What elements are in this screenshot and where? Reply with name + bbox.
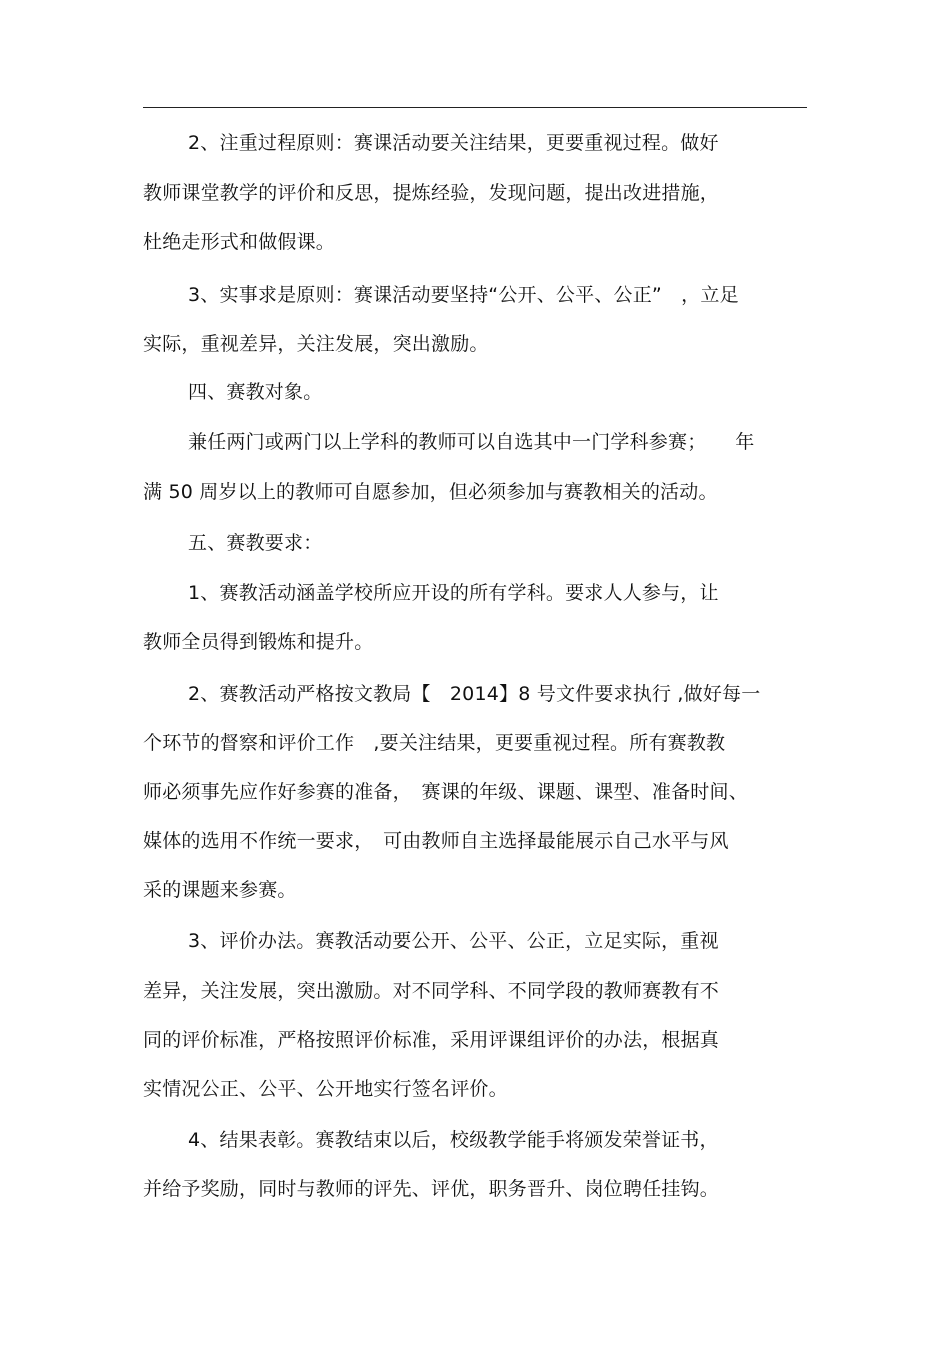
text-line: 并给予奖励，同时与教师的评先、评优，职务晋升、岗位聘任挂钩。	[143, 1178, 720, 1200]
text-line: 差异，关注发展，突出激励。对不同学科、不同学段的教师赛教有不	[143, 980, 720, 1002]
text-line: 同的评价标准，严格按照评价标准，采用评课组评价的办法，根据真	[143, 1029, 720, 1051]
text-line: 满 50 周岁以上的教师可自愿参加，但必须参加与赛教相关的活动。	[143, 481, 718, 503]
text-line: 媒体的选用不作统一要求， 可由教师自主选择最能展示自己水平与风	[143, 830, 729, 852]
text-line: 兼任两门或两门以上学科的教师可以自选其中一门学科参赛； 年	[188, 431, 755, 453]
text-line: 采的课题来参赛。	[143, 879, 297, 901]
text-line: 3、实事求是原则：赛课活动要坚持“公开、公平、公正” ，立足	[188, 284, 739, 306]
text-line: 教师课堂教学的评价和反思，提炼经验，发现问题，提出改进措施，	[143, 182, 720, 204]
section-heading: 四、赛教对象。	[188, 381, 323, 403]
text-line: 教师全员得到锻炼和提升。	[143, 631, 374, 653]
header-rule	[143, 107, 807, 108]
text-line: 2、赛教活动严格按文教局【 2014】8 号文件要求执行 ,做好每一	[188, 683, 761, 705]
text-line: 实情况公正、公平、公开地实行签名评价。	[143, 1078, 508, 1100]
text-line: 杜绝走形式和做假课。	[143, 231, 336, 253]
text-line: 师必须事先应作好参赛的准备， 赛课的年级、课题、课型、准备时间、	[143, 781, 748, 803]
text-line: 个环节的督察和评价工作 ,要关注结果，更要重视过程。所有赛教教	[143, 732, 726, 754]
text-line: 1、赛教活动涵盖学校所应开设的所有学科。要求人人参与，让	[188, 582, 719, 604]
text-line: 4、结果表彰。赛教结束以后，校级教学能手将颁发荣誉证书，	[188, 1129, 719, 1151]
text-line: 2、注重过程原则：赛课活动要关注结果，更要重视过程。做好	[188, 132, 719, 154]
text-line: 3、评价办法。赛教活动要公开、公平、公正，立足实际，重视	[188, 930, 719, 952]
section-heading: 五、赛教要求：	[188, 532, 323, 554]
text-line: 实际，重视差异，关注发展，突出激励。	[143, 333, 489, 355]
